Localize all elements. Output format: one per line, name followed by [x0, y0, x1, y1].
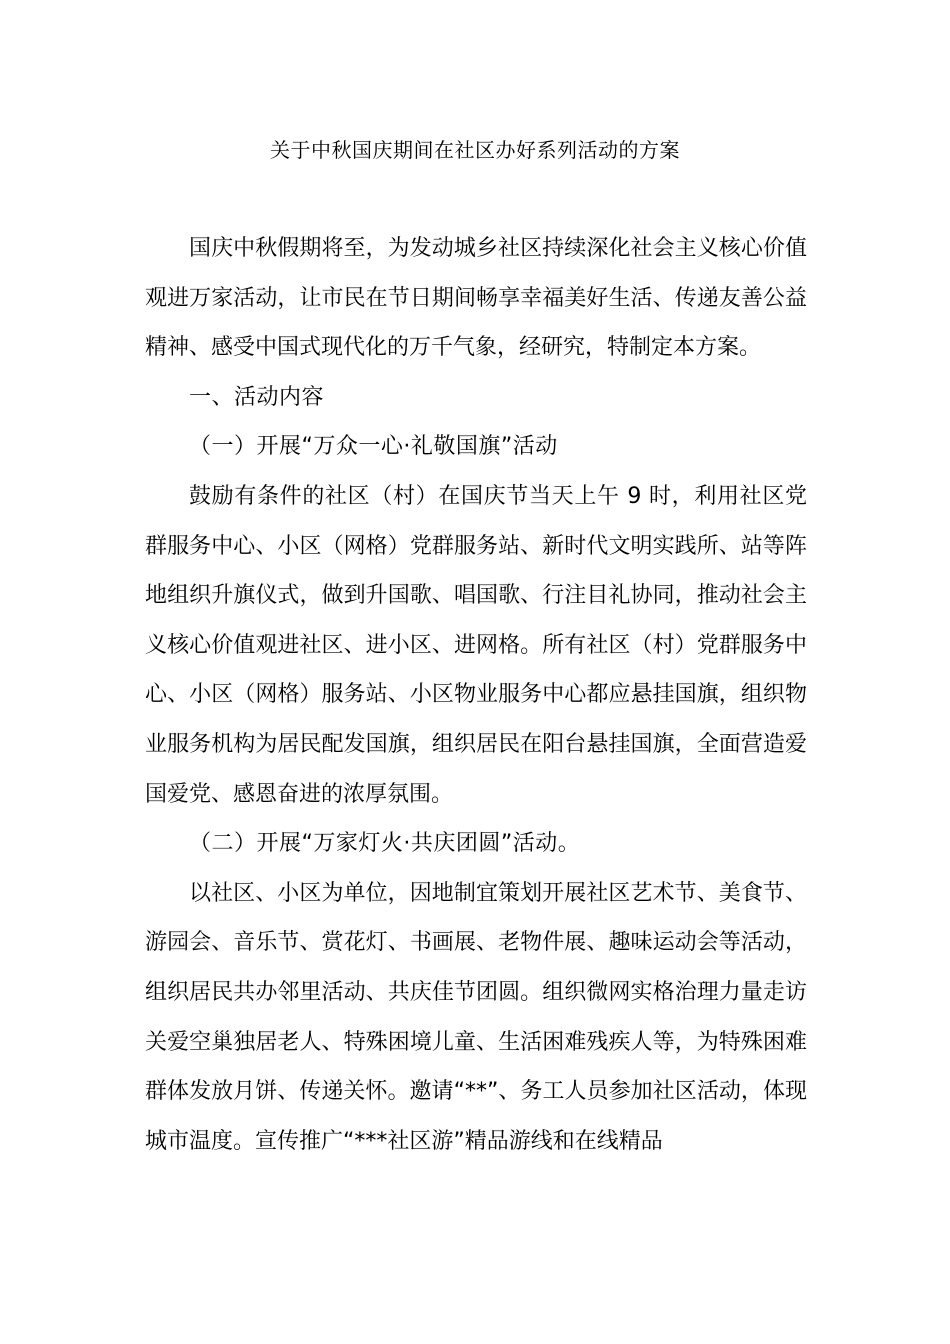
section-heading-activity-content: 一、活动内容 [189, 384, 325, 410]
intro-paragraph: 国庆中秋假期将至，为发动城乡社区持续深化社会主义核心价值观进万家活动，让市民在节日期间畅享幸福美好生活、传递友善公益精神、感受中国式现代化的万千气象，经研究，特制定本方案。 [145, 236, 807, 361]
subsection-heading-flag-activity: （一）开展“万众一心·礼敬国旗”活动 [189, 434, 558, 460]
flag-activity-paragraph: 鼓励有条件的社区（村）在国庆节当天上午 9 时，利用社区党群服务中心、小区（网格）党群服务站、新时代文明实践所、站等阵地组织升旗仪式，做到升国歌、唱国歌、行注目礼协同，推动社会主义核心价值观进社区、进小区、进网格。所有社区（村）党群服务中心、小区（网格）服务站、小区物业服务中心都应悬挂国旗，组织物业服务机构为居民配发国旗，组织居民在阳台悬挂国旗，全面营造爱国爱党、感恩奋进的浓厚氛围。 [145, 483, 807, 807]
document-body [145, 224, 807, 1166]
reunion-activity-paragraph: 以社区、小区为单位，因地制宜策划开展社区艺术节、美食节、游园会、音乐节、赏花灯、书画展、老物件展、趣味运动会等活动，组织居民共办邻里活动、共庆佳节团圆。组织微网实格治理力量走访关爱空巢独居老人、特殊困境儿童、生活困难残疾人等，为特殊困难群体发放月饼、传递关怀。邀请“**”、务工人员参加社区活动，体现城市温度。宣传推广“***社区游”精品游线和在线精品 [145, 880, 807, 1154]
subsection-heading-reunion-activity: （二）开展“万家灯火·共庆团圆”活动。 [189, 831, 581, 857]
document-title: 关于中秋国庆期间在社区办好系列活动的方案 [270, 138, 680, 162]
